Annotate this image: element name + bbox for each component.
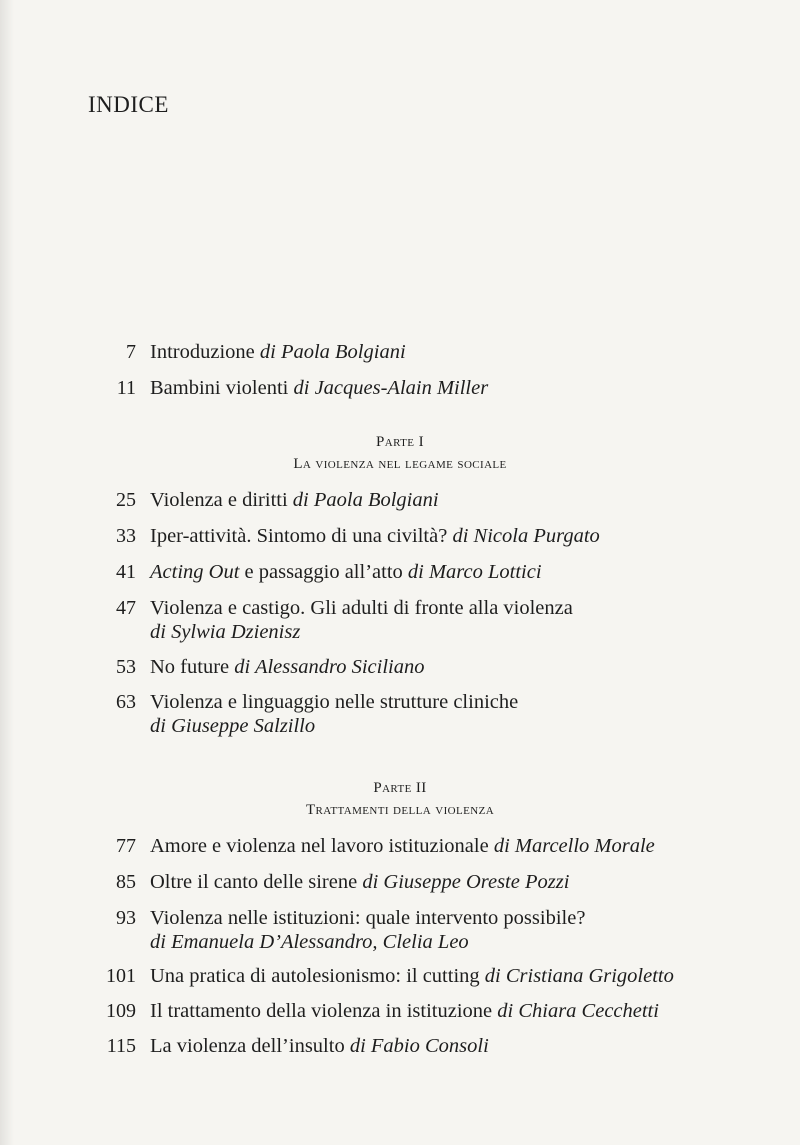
page-number: 63 bbox=[116, 691, 136, 713]
entry-text bbox=[150, 870, 569, 895]
entry-text bbox=[150, 488, 439, 513]
entry-text bbox=[150, 340, 406, 365]
entry-text bbox=[150, 964, 674, 989]
entry-text bbox=[150, 524, 600, 549]
page-number: 47 bbox=[116, 597, 136, 619]
page-number: 25 bbox=[116, 489, 136, 511]
entry-author: di Marco Lottici bbox=[407, 561, 542, 583]
page-number: 93 bbox=[116, 907, 136, 929]
entry-author: di Marcello Morale bbox=[493, 835, 655, 857]
entry-title: Violenza e linguaggio nelle strutture cliniche bbox=[150, 691, 519, 713]
entry-text bbox=[150, 560, 542, 585]
entry-title-italic: Acting Out bbox=[150, 561, 240, 583]
entry-author: di Sylwia Dzienisz bbox=[150, 621, 301, 643]
page-number: 115 bbox=[106, 1035, 136, 1057]
entry-author: di Paola Bolgiani bbox=[292, 489, 439, 511]
part-subtitle: La violenza nel legame sociale bbox=[293, 456, 507, 472]
entry-author: di Fabio Consoli bbox=[349, 1035, 489, 1057]
entry-title: La violenza dell’insulto bbox=[150, 1035, 345, 1057]
page-number: 33 bbox=[116, 525, 136, 547]
entry-author: di Giuseppe Salzillo bbox=[150, 715, 316, 737]
entry-title: Violenza e castigo. Gli adulti di fronte alla violenza bbox=[150, 597, 573, 619]
entry-title: Bambini violenti bbox=[150, 377, 289, 399]
entry-text bbox=[150, 834, 655, 859]
page-number: 101 bbox=[106, 965, 136, 987]
entry-title: No future bbox=[150, 656, 230, 678]
entry-author: di Giuseppe Oreste Pozzi bbox=[362, 871, 570, 893]
page-number: 7 bbox=[126, 341, 136, 363]
entry-author: di Emanuela D’Alessandro, Clelia Leo bbox=[150, 931, 469, 953]
entry-title: Violenza nelle istituzioni: quale intervento possibile? bbox=[150, 907, 586, 929]
page-number: 85 bbox=[116, 871, 136, 893]
entry-text bbox=[150, 376, 488, 401]
entry-title: Violenza e diritti bbox=[150, 489, 288, 511]
entry-title: Oltre il canto delle sirene bbox=[150, 871, 358, 893]
page-number: 77 bbox=[116, 835, 136, 857]
page-number: 11 bbox=[116, 377, 136, 399]
page-number: 109 bbox=[106, 1000, 136, 1022]
entry-text bbox=[150, 999, 659, 1024]
entry-title: Iper-attività. Sintomo di una civiltà? bbox=[150, 525, 448, 547]
page-number: 41 bbox=[116, 561, 136, 583]
entry-title: Introduzione bbox=[150, 341, 255, 363]
entry-author: di Jacques-Alain Miller bbox=[293, 377, 489, 399]
page-number: 53 bbox=[116, 656, 136, 678]
part-label: Parte II bbox=[373, 780, 427, 796]
entry-author: di Alessandro Siciliano bbox=[234, 656, 425, 678]
entry-author: di Paola Bolgiani bbox=[259, 341, 406, 363]
entry-text bbox=[150, 655, 424, 680]
page-title: INDICE bbox=[88, 92, 169, 117]
entry-title: Amore e violenza nel lavoro istituzionale bbox=[150, 835, 489, 857]
entry-title: Una pratica di autolesionismo: il cutting bbox=[150, 965, 480, 987]
entry-author: di Chiara Cecchetti bbox=[497, 1000, 659, 1022]
entry-author: di Nicola Purgato bbox=[452, 525, 600, 547]
part-label: Parte I bbox=[376, 434, 424, 450]
entry-author: di Cristiana Grigoletto bbox=[484, 965, 674, 987]
entry-title: e passaggio all’atto bbox=[239, 561, 403, 583]
part-subtitle: Trattamenti della violenza bbox=[305, 802, 495, 818]
entry-text bbox=[150, 1034, 489, 1059]
entry-title: Il trattamento della violenza in istituzione bbox=[150, 1000, 493, 1022]
